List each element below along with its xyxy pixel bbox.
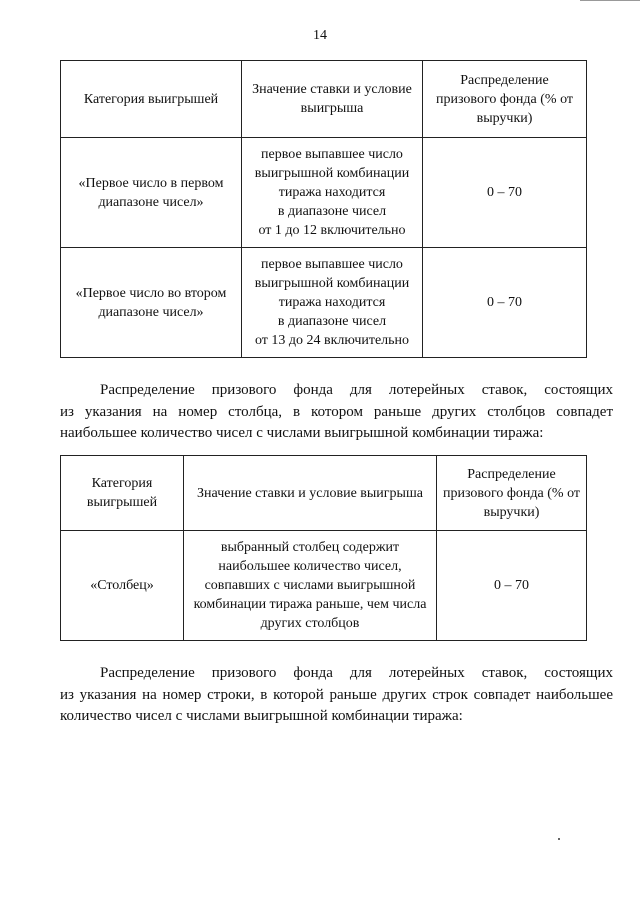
table-row <box>61 531 587 641</box>
condition-line: других столбцов <box>260 616 360 631</box>
condition-line: в диапазоне чисел <box>277 314 387 329</box>
prize-table-column <box>60 455 587 641</box>
table-row <box>61 248 587 358</box>
condition-line: выигрышной комбинации <box>254 166 410 181</box>
row-category: «Столбец» <box>61 531 184 641</box>
condition-line: выбранный столбец содержит <box>220 540 400 555</box>
header-share: Распределение призового фонда (% от выручки) <box>437 456 587 531</box>
row-share: 0 – 70 <box>437 531 587 641</box>
paragraph-line: Распределение призового фонда для лотерейных ставок, состоящих <box>100 382 613 398</box>
prize-table-ranges <box>60 60 587 358</box>
condition-line: первое выпавшее число <box>261 147 403 162</box>
scan-edge-line <box>580 0 640 1</box>
condition-line: первое выпавшее число <box>261 257 403 272</box>
table-header-row <box>61 456 587 531</box>
condition-line: в диапазоне чисел <box>277 204 387 219</box>
condition-line: выигрышной комбинации <box>254 276 410 291</box>
row-condition <box>242 248 423 358</box>
condition-line: тиража находится <box>278 185 386 200</box>
condition-line: от 1 до 12 включительно <box>258 223 406 238</box>
paragraph-line: из указания на номер строки, в которой раньше других строк совпадет наибольшее <box>60 686 613 703</box>
header-share-text: Распределение призового фонда (% от выручки) <box>436 72 573 126</box>
row-share: 0 – 70 <box>423 138 587 248</box>
scan-dot <box>558 838 560 840</box>
paragraph-line: из указания на номер столбца, в котором раньше других столбцов совпадет <box>60 403 613 420</box>
row-condition <box>242 138 423 248</box>
condition-line: совпавших с числами выигрышной <box>204 578 416 593</box>
page-number: 14 <box>313 28 327 43</box>
table-header-row <box>61 61 587 138</box>
table-row <box>61 138 587 248</box>
paragraph-line: наибольшее количество чисел с числами выигрышной комбинации тиража: <box>60 425 544 441</box>
condition-line: тиража находится <box>278 295 386 310</box>
row-condition <box>184 531 437 641</box>
row-category: «Первое число в первом диапазоне чисел» <box>61 138 242 248</box>
condition-line: комбинации тиража раньше, чем числа <box>193 597 427 612</box>
condition-line: от 13 до 24 включительно <box>254 333 410 348</box>
header-category: Категория выигрышей <box>61 456 184 531</box>
row-category: «Первое число во втором диапазоне чисел» <box>61 248 242 358</box>
paragraph-row-bet <box>60 663 613 728</box>
header-condition: Значение ставки и условие выигрыша <box>242 61 423 138</box>
paragraph-line: Распределение призового фонда для лотерейных ставок, состоящих <box>100 665 613 681</box>
condition-line: наибольшее количество чисел, <box>218 559 402 574</box>
header-share <box>423 61 587 138</box>
header-condition: Значение ставки и условие выигрыша <box>184 456 437 531</box>
paragraph-line: количество чисел с числами выигрышной комбинации тиража: <box>60 708 463 724</box>
row-share: 0 – 70 <box>423 248 587 358</box>
paragraph-column-bet <box>60 380 613 445</box>
header-category: Категория выигрышей <box>61 61 242 138</box>
